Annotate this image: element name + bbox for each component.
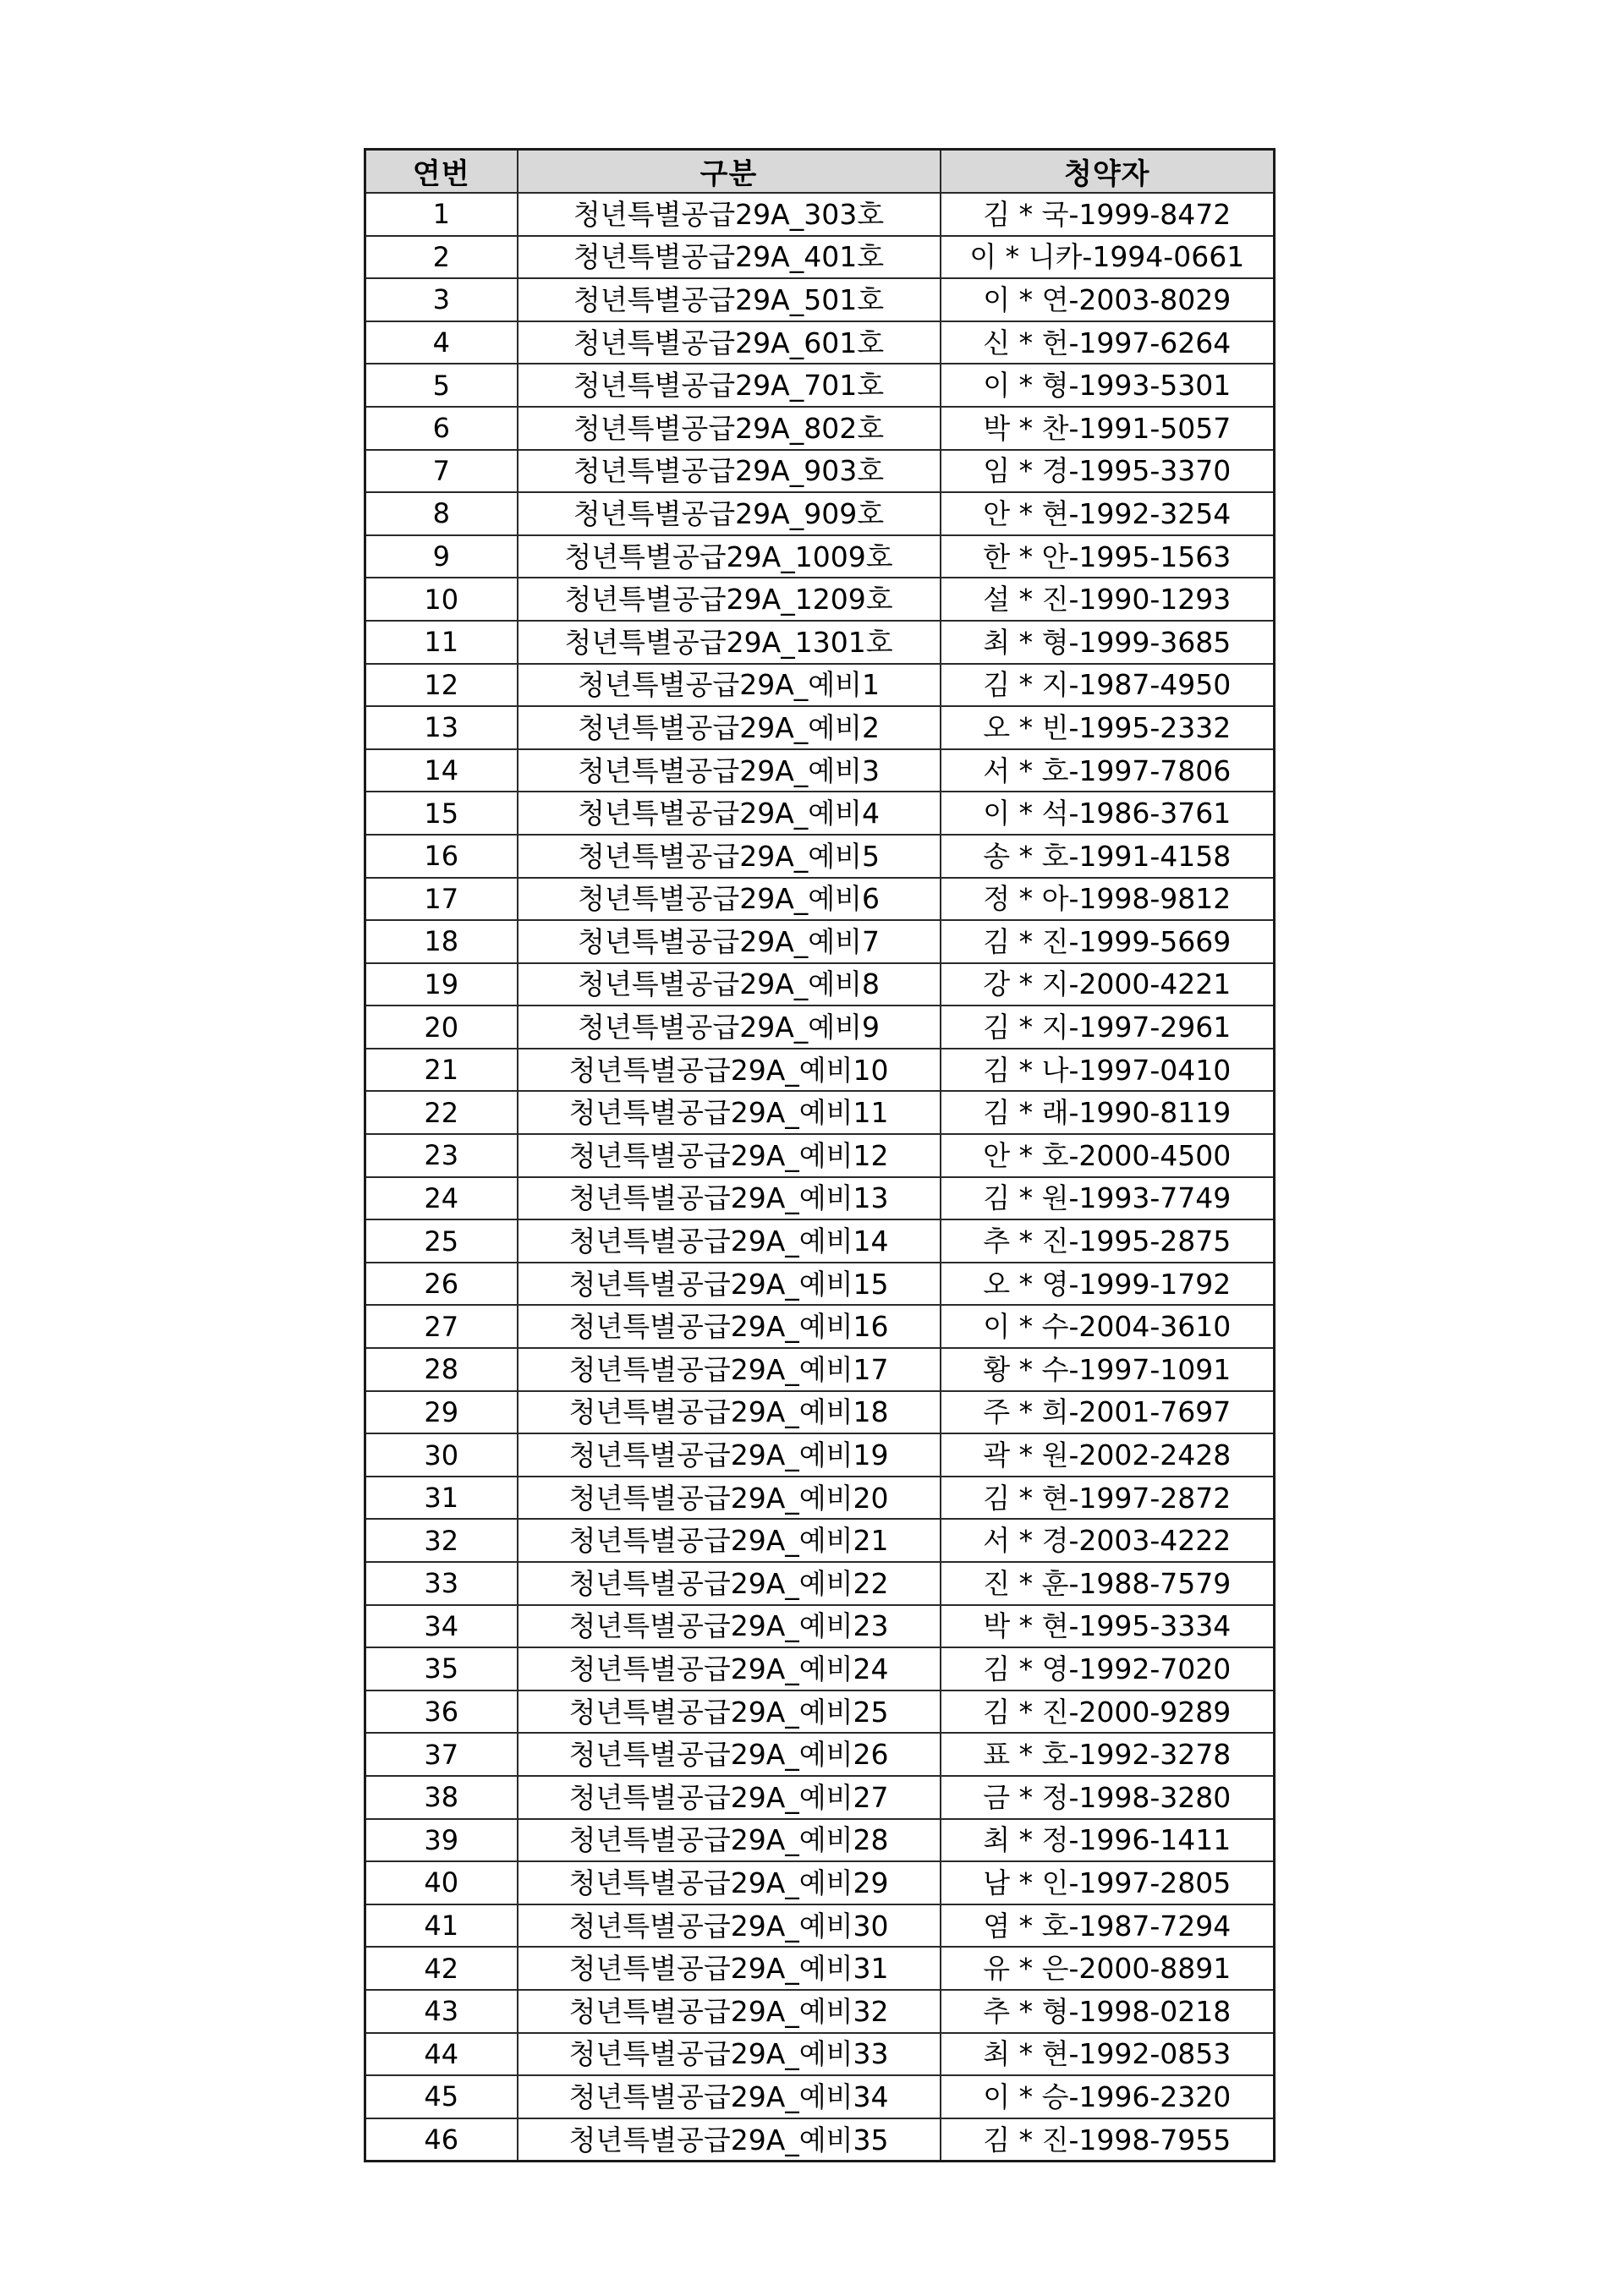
table-row [365,1477,1275,1520]
table-row [365,578,1275,621]
cell-applicant: 추 * 진-1995-2875 [941,1219,1275,1263]
table-row [365,1647,1275,1690]
cell-applicant: 이 * 석-1986-3761 [941,792,1275,835]
cell-category: 청년특별공급29A_예비8 [518,963,941,1006]
cell-serial-number: 14 [365,749,518,792]
cell-applicant: 서 * 호-1997-7806 [941,749,1275,792]
cell-applicant: 박 * 찬-1991-5057 [941,407,1275,450]
cell-serial-number: 33 [365,1562,518,1605]
cell-serial-number: 22 [365,1091,518,1134]
cell-applicant: 김 * 지-1997-2961 [941,1006,1275,1049]
table-body [365,193,1275,2162]
cell-serial-number: 26 [365,1263,518,1306]
table-row [365,792,1275,835]
cell-category: 청년특별공급29A_예비18 [518,1391,941,1434]
cell-applicant: 김 * 래-1990-8119 [941,1091,1275,1134]
table-row [365,1990,1275,2033]
cell-serial-number: 4 [365,321,518,364]
cell-serial-number: 18 [365,920,518,963]
table-row [365,706,1275,749]
cell-serial-number: 37 [365,1733,518,1776]
cell-applicant: 김 * 진-1999-5669 [941,920,1275,963]
table-row [365,1091,1275,1134]
cell-serial-number: 12 [365,664,518,707]
table-row [365,278,1275,321]
cell-serial-number: 21 [365,1049,518,1092]
cell-category: 청년특별공급29A_예비26 [518,1733,941,1776]
cell-category: 청년특별공급29A_예비13 [518,1177,941,1220]
cell-applicant: 표 * 호-1992-3278 [941,1733,1275,1776]
cell-applicant: 이 * 수-2004-3610 [941,1305,1275,1348]
table-row [365,1219,1275,1263]
cell-category: 청년특별공급29A_1301호 [518,621,941,664]
cell-category: 청년특별공급29A_예비11 [518,1091,941,1134]
cell-applicant: 서 * 경-2003-4222 [941,1519,1275,1562]
cell-applicant: 정 * 아-1998-9812 [941,878,1275,921]
cell-serial-number: 19 [365,963,518,1006]
cell-category: 청년특별공급29A_501호 [518,278,941,321]
cell-category: 청년특별공급29A_903호 [518,450,941,493]
table-row [365,321,1275,364]
cell-category: 청년특별공급29A_401호 [518,236,941,279]
cell-applicant: 김 * 진-1998-7955 [941,2118,1275,2162]
cell-serial-number: 45 [365,2075,518,2118]
cell-category: 청년특별공급29A_예비9 [518,1006,941,1049]
cell-serial-number: 7 [365,450,518,493]
cell-applicant: 김 * 원-1993-7749 [941,1177,1275,1220]
cell-applicant: 설 * 진-1990-1293 [941,578,1275,621]
cell-category: 청년특별공급29A_예비10 [518,1049,941,1092]
cell-applicant: 황 * 수-1997-1091 [941,1348,1275,1391]
cell-serial-number: 46 [365,2118,518,2162]
table-row [365,1947,1275,1990]
table-row [365,1006,1275,1049]
cell-serial-number: 41 [365,1904,518,1948]
cell-applicant: 유 * 은-2000-8891 [941,1947,1275,1990]
cell-applicant: 곽 * 원-2002-2428 [941,1433,1275,1477]
cell-applicant: 염 * 호-1987-7294 [941,1904,1275,1948]
cell-serial-number: 32 [365,1519,518,1562]
cell-category: 청년특별공급29A_예비35 [518,2118,941,2162]
cell-category: 청년특별공급29A_예비27 [518,1776,941,1819]
table-row [365,1391,1275,1434]
table-row [365,364,1275,407]
cell-category: 청년특별공급29A_예비15 [518,1263,941,1306]
table-row [365,664,1275,707]
cell-serial-number: 44 [365,2033,518,2076]
table-row [365,621,1275,664]
cell-applicant: 강 * 지-2000-4221 [941,963,1275,1006]
cell-category: 청년특별공급29A_예비4 [518,792,941,835]
table-row [365,1605,1275,1648]
cell-category: 청년특별공급29A_예비24 [518,1647,941,1690]
cell-applicant: 김 * 현-1997-2872 [941,1477,1275,1520]
table-row [365,236,1275,279]
cell-serial-number: 5 [365,364,518,407]
cell-applicant: 최 * 현-1992-0853 [941,2033,1275,2076]
cell-serial-number: 10 [365,578,518,621]
cell-category: 청년특별공급29A_예비32 [518,1990,941,2033]
table-row [365,1049,1275,1092]
cell-serial-number: 35 [365,1647,518,1690]
cell-category: 청년특별공급29A_예비30 [518,1904,941,1948]
table-row [365,1177,1275,1220]
table-row [365,2118,1275,2162]
cell-applicant: 김 * 국-1999-8472 [941,193,1275,236]
cell-serial-number: 27 [365,1305,518,1348]
cell-category: 청년특별공급29A_예비28 [518,1819,941,1862]
cell-applicant: 이 * 연-2003-8029 [941,278,1275,321]
cell-applicant: 신 * 헌-1997-6264 [941,321,1275,364]
cell-applicant: 최 * 형-1999-3685 [941,621,1275,664]
cell-applicant: 추 * 형-1998-0218 [941,1990,1275,2033]
cell-applicant: 송 * 호-1991-4158 [941,835,1275,878]
cell-serial-number: 38 [365,1776,518,1819]
cell-serial-number: 9 [365,535,518,578]
cell-category: 청년특별공급29A_예비19 [518,1433,941,1477]
cell-category: 청년특별공급29A_예비34 [518,2075,941,2118]
cell-category: 청년특별공급29A_예비31 [518,1947,941,1990]
cell-serial-number: 3 [365,278,518,321]
table-row [365,1348,1275,1391]
cell-category: 청년특별공급29A_예비12 [518,1134,941,1177]
cell-applicant: 주 * 희-2001-7697 [941,1391,1275,1434]
cell-category: 청년특별공급29A_예비25 [518,1690,941,1734]
table-row [365,1305,1275,1348]
cell-category: 청년특별공급29A_예비5 [518,835,941,878]
header-category: 구분 [518,150,941,194]
cell-category: 청년특별공급29A_예비3 [518,749,941,792]
cell-applicant: 금 * 정-1998-3280 [941,1776,1275,1819]
table-row [365,749,1275,792]
table-row [365,492,1275,535]
cell-category: 청년특별공급29A_예비1 [518,664,941,707]
table-row [365,835,1275,878]
table-row [365,1134,1275,1177]
cell-category: 청년특별공급29A_601호 [518,321,941,364]
table-row [365,1519,1275,1562]
cell-category: 청년특별공급29A_1209호 [518,578,941,621]
table-header [365,150,1275,194]
cell-applicant: 이 * 니카-1994-0661 [941,236,1275,279]
cell-serial-number: 40 [365,1861,518,1904]
cell-applicant: 안 * 현-1992-3254 [941,492,1275,535]
cell-category: 청년특별공급29A_1009호 [518,535,941,578]
cell-applicant: 오 * 빈-1995-2332 [941,706,1275,749]
header-applicant: 청약자 [941,150,1275,194]
cell-applicant: 박 * 현-1995-3334 [941,1605,1275,1648]
cell-category: 청년특별공급29A_701호 [518,364,941,407]
table-row [365,1904,1275,1948]
table-row [365,1562,1275,1605]
cell-serial-number: 25 [365,1219,518,1263]
cell-category: 청년특별공급29A_예비6 [518,878,941,921]
cell-serial-number: 39 [365,1819,518,1862]
cell-serial-number: 11 [365,621,518,664]
cell-category: 청년특별공급29A_예비33 [518,2033,941,2076]
cell-serial-number: 20 [365,1006,518,1049]
cell-category: 청년특별공급29A_예비21 [518,1519,941,1562]
cell-serial-number: 15 [365,792,518,835]
cell-serial-number: 29 [365,1391,518,1434]
cell-serial-number: 17 [365,878,518,921]
cell-serial-number: 16 [365,835,518,878]
cell-applicant: 김 * 나-1997-0410 [941,1049,1275,1092]
table-row [365,407,1275,450]
cell-applicant: 임 * 경-1995-3370 [941,450,1275,493]
table-row [365,920,1275,963]
cell-serial-number: 13 [365,706,518,749]
cell-serial-number: 34 [365,1605,518,1648]
cell-serial-number: 24 [365,1177,518,1220]
cell-category: 청년특별공급29A_예비23 [518,1605,941,1648]
cell-applicant: 오 * 영-1999-1792 [941,1263,1275,1306]
cell-serial-number: 31 [365,1477,518,1520]
cell-category: 청년특별공급29A_예비2 [518,706,941,749]
cell-applicant: 이 * 형-1993-5301 [941,364,1275,407]
cell-serial-number: 36 [365,1690,518,1734]
table-row [365,1776,1275,1819]
table-row [365,535,1275,578]
applicant-table [364,148,1276,2162]
table-row [365,963,1275,1006]
cell-category: 청년특별공급29A_예비20 [518,1477,941,1520]
cell-applicant: 이 * 승-1996-2320 [941,2075,1275,2118]
cell-serial-number: 28 [365,1348,518,1391]
cell-serial-number: 2 [365,236,518,279]
cell-applicant: 한 * 안-1995-1563 [941,535,1275,578]
table-row [365,450,1275,493]
cell-serial-number: 1 [365,193,518,236]
cell-applicant: 최 * 정-1996-1411 [941,1819,1275,1862]
cell-category: 청년특별공급29A_예비16 [518,1305,941,1348]
cell-applicant: 남 * 인-1997-2805 [941,1861,1275,1904]
table-row [365,1819,1275,1862]
table-row [365,1861,1275,1904]
cell-applicant: 김 * 영-1992-7020 [941,1647,1275,1690]
cell-category: 청년특별공급29A_예비29 [518,1861,941,1904]
cell-category: 청년특별공급29A_예비17 [518,1348,941,1391]
cell-category: 청년특별공급29A_예비22 [518,1562,941,1605]
cell-serial-number: 30 [365,1433,518,1477]
cell-applicant: 안 * 호-2000-4500 [941,1134,1275,1177]
table-row [365,2033,1275,2076]
cell-serial-number: 6 [365,407,518,450]
cell-applicant: 김 * 지-1987-4950 [941,664,1275,707]
table-row [365,1433,1275,1477]
cell-serial-number: 23 [365,1134,518,1177]
header-serial-number: 연번 [365,150,518,194]
cell-serial-number: 8 [365,492,518,535]
cell-category: 청년특별공급29A_예비14 [518,1219,941,1263]
table-row [365,2075,1275,2118]
table-row [365,1263,1275,1306]
cell-category: 청년특별공급29A_802호 [518,407,941,450]
table-row [365,1733,1275,1776]
cell-applicant: 김 * 진-2000-9289 [941,1690,1275,1734]
table-row [365,1690,1275,1734]
table-row [365,193,1275,236]
cell-applicant: 진 * 훈-1988-7579 [941,1562,1275,1605]
cell-category: 청년특별공급29A_예비7 [518,920,941,963]
table-row [365,878,1275,921]
cell-serial-number: 43 [365,1990,518,2033]
cell-serial-number: 42 [365,1947,518,1990]
header-row [365,150,1275,194]
cell-category: 청년특별공급29A_909호 [518,492,941,535]
cell-category: 청년특별공급29A_303호 [518,193,941,236]
